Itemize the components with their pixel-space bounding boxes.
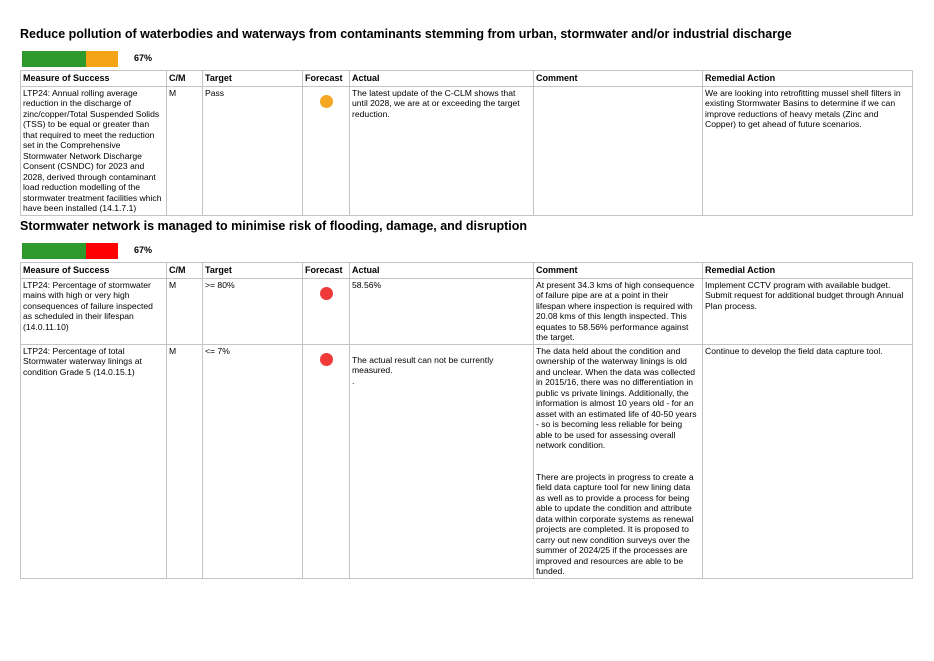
forecast-cell bbox=[303, 344, 350, 578]
cm-cell: M bbox=[167, 86, 203, 215]
remedial-cell bbox=[703, 344, 913, 578]
table-row bbox=[21, 278, 913, 344]
table-header-row bbox=[21, 71, 913, 87]
target-cell: Pass bbox=[203, 86, 303, 215]
comment-cell bbox=[534, 344, 703, 578]
col-forecast-header: Forecast bbox=[303, 263, 350, 279]
table-header-row bbox=[21, 263, 913, 279]
actual-text-continuation: . bbox=[352, 375, 355, 386]
section-1 bbox=[20, 27, 912, 216]
progress-segment bbox=[86, 51, 118, 67]
comment-cell bbox=[534, 278, 703, 344]
progress-bar bbox=[22, 243, 118, 259]
section-title: Stormwater network is managed to minimise risk of flooding, damage, and disruption bbox=[20, 219, 528, 233]
measures-table bbox=[20, 262, 913, 579]
actual-text: 58.56% bbox=[352, 279, 382, 290]
measures-table bbox=[20, 70, 913, 216]
col-remedial-header: Remedial Action bbox=[703, 71, 913, 87]
remedial-text: We are looking into retrofitting mussel shell filters in existing Stormwater Basins to determine if we can improve reductions of heavy metals (Zinc and Copper) to get ahead of future scenarios. bbox=[705, 87, 901, 129]
forecast-cell bbox=[303, 278, 350, 344]
remedial-cell bbox=[703, 86, 913, 215]
forecast-cell bbox=[303, 86, 350, 215]
target-cell: <= 7% bbox=[203, 344, 303, 578]
section-2 bbox=[20, 219, 912, 579]
actual-text: The actual result can not be currently measured. bbox=[352, 354, 494, 375]
comment-text: At present 34.3 kms of high consequence of failure pipe are at a point in their lifespan where inspection is required with 20.08 kms of this length inspected. This equates to 58.56% performance against the target. bbox=[536, 279, 695, 342]
col-comment-header: Comment bbox=[534, 71, 703, 87]
col-actual-header: Actual bbox=[350, 263, 534, 279]
col-actual-header: Actual bbox=[350, 71, 534, 87]
section-title: Reduce pollution of waterbodies and waterways from contaminants stemming from urban, stormwater and/or industrial discharge bbox=[20, 27, 792, 41]
cm-cell: M bbox=[167, 278, 203, 344]
progress-segment bbox=[22, 51, 86, 67]
measure-cell: LTP24: Annual rolling average reduction in the discharge of zinc/copper/Total Suspended Solids (TSS) to be equal or greater than that required to meet the reduction set in the Comprehensive Stormwater Network Discharge Consent (CSNDC) for 2023 and 2028, derived through contaminant load reduction modelling of the stormwater treatment facilities which have been installed (14.1.7.1) bbox=[21, 86, 167, 215]
cm-cell: M bbox=[167, 344, 203, 578]
comment-text: The data held about the condition and ownership of the waterway linings is old and unclear. When the data was collected in 2015/16, there was no differentiation in public vs private linings. Additionally, the information is almost 10 years old - for an asset with an estimated life of 40-50 years - so is becoming less reliable for being able to be used for assessing overall network condition. bbox=[536, 345, 697, 450]
comment-cell bbox=[534, 86, 703, 215]
col-measure-header: Measure of Success bbox=[21, 71, 167, 87]
col-cm-header: C/M bbox=[167, 71, 203, 87]
target-cell: >= 80% bbox=[203, 278, 303, 344]
col-cm-header: C/M bbox=[167, 263, 203, 279]
col-target-header: Target bbox=[203, 263, 303, 279]
actual-cell bbox=[350, 86, 534, 215]
progress-percent: 67% bbox=[134, 53, 153, 63]
measure-cell: LTP24: Percentage of total Stormwater waterway linings at condition Grade 5 (14.0.15.1) bbox=[21, 344, 167, 578]
progress-bar bbox=[22, 51, 118, 67]
measure-cell: LTP24: Percentage of stormwater mains with high or very high consequences of failure inspected as scheduled in their lifespan (14.0.11.10) bbox=[21, 278, 167, 344]
col-target-header: Target bbox=[203, 71, 303, 87]
actual-text: The latest update of the C-CLM shows that until 2028, we are at or exceeding the target reduction. bbox=[352, 87, 520, 119]
col-comment-header: Comment bbox=[534, 263, 703, 279]
col-forecast-header: Forecast bbox=[303, 71, 350, 87]
actual-cell bbox=[350, 344, 534, 578]
col-measure-header: Measure of Success bbox=[21, 263, 167, 279]
actual-cell bbox=[350, 278, 534, 344]
progress-percent: 67% bbox=[134, 245, 153, 255]
remedial-text: Continue to develop the field data capture tool. bbox=[705, 345, 883, 356]
table-row bbox=[21, 86, 913, 215]
col-remedial-header: Remedial Action bbox=[703, 263, 913, 279]
forecast-status-dot-icon bbox=[320, 287, 333, 300]
progress-segment bbox=[86, 243, 118, 259]
forecast-status-dot-icon bbox=[320, 353, 333, 366]
progress-row bbox=[20, 243, 912, 261]
progress-segment bbox=[22, 243, 86, 259]
progress-row bbox=[20, 51, 912, 69]
forecast-status-dot-icon bbox=[320, 95, 333, 108]
table-row bbox=[21, 344, 913, 578]
comment-text: There are projects in progress to create a field data capture tool for new lining data as well as to provide a process for being able to update the condition and attribute data within corporate systems as renewal projects are completed. It is proposed to carry out new condition surveys over the summer of 2024/25 if the processes are improved and resources are able to be funded. bbox=[536, 471, 694, 576]
remedial-cell bbox=[703, 278, 913, 344]
remedial-text: Implement CCTV program with available budget. Submit request for additional budget through Annual Plan process. bbox=[705, 279, 904, 311]
